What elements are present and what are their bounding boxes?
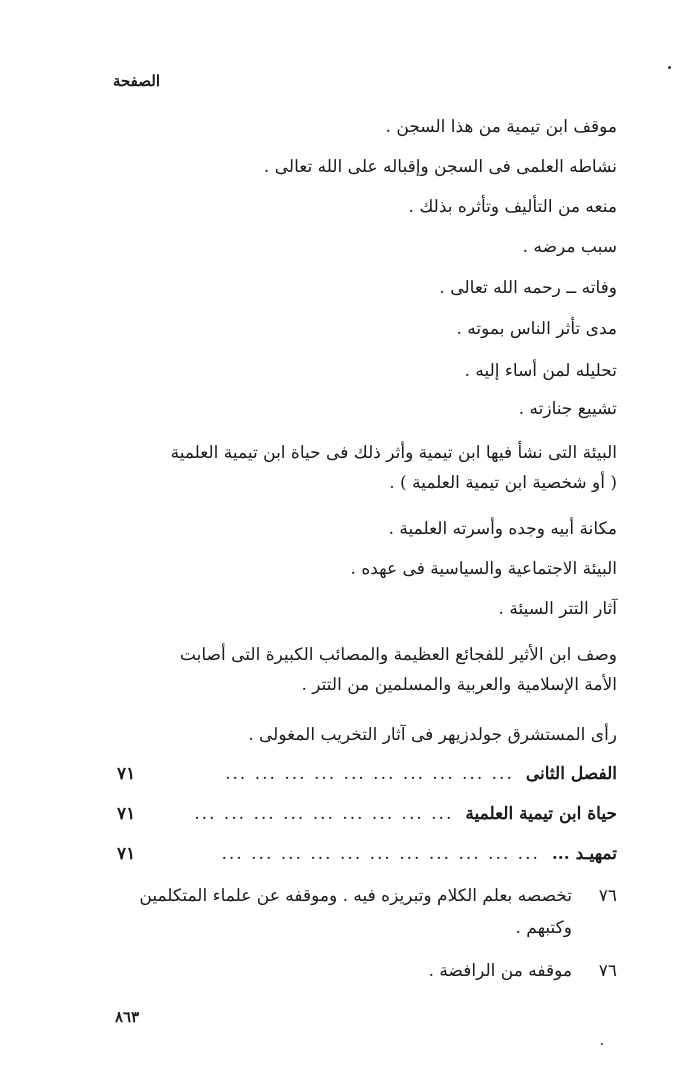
- list-item: وصف ابن الأثير للفجائع العظيمة والمصائب الكبيرة التى أصابت الأمة الإسلامية والعربية والمسلمين من التتر .: [179, 645, 617, 695]
- toc-page-number: ٧١: [117, 764, 136, 784]
- toc-page-number: ٧١: [117, 844, 136, 864]
- toc-row: [117, 800, 617, 828]
- entry-page-number: ٧٦: [598, 886, 617, 906]
- list-item: مكانة أبيه وجده وأسرته العلمية .: [388, 519, 617, 539]
- list-item: مدى تأثر الناس بموته .: [456, 319, 617, 339]
- list-item: نشاطه العلمى فى السجن وإقباله على الله تعالى .: [263, 157, 617, 177]
- list-item: سبب مرضه .: [522, 237, 617, 257]
- list-item: البيئة الاجتماعية والسياسية فى عهده .: [350, 559, 617, 579]
- list-item: البيئة التى نشأ فيها ابن تيمية وأثر ذلك فى حياة ابن تيمية العلمية ( أو شخصية ابن تيمية العلمية ) .: [170, 443, 617, 493]
- toc-leader: ... ... ... ... ... ... ... ... ... ... ...: [221, 844, 540, 864]
- toc-row: [117, 760, 617, 788]
- scan-speck: [668, 66, 671, 69]
- toc-row: [117, 840, 617, 868]
- toc-title: الفصل الثانى: [525, 764, 617, 784]
- toc-page-number: ٧١: [117, 804, 136, 824]
- toc-leader: ... ... ... ... ... ... ... ... ... ...: [225, 764, 514, 784]
- list-item: ٧٦ تخصصه بعلم الكلام وتبريزه فيه . وموقفه عن علماء المتكلمين وكتبهم .: [77, 880, 617, 944]
- scan-speck: [601, 1043, 603, 1045]
- list-item: ٧٦ موقفه من الرافضة .: [77, 955, 617, 987]
- page-number: ٨٦٣: [115, 1008, 140, 1026]
- list-item: تشييع جنازته .: [518, 399, 617, 419]
- list-item: تحليله لمن أساء إليه .: [464, 361, 617, 381]
- toc-title: تمهيـد ...: [551, 844, 617, 864]
- list-item: وفاته ــ رحمه الله تعالى .: [439, 278, 617, 298]
- toc-leader: ... ... ... ... ... ... ... ... ...: [194, 804, 454, 824]
- page-column-header: الصفحة: [112, 72, 160, 90]
- list-item: منعه من التأليف وتأثره بذلك .: [408, 197, 617, 217]
- entry-page-number: ٧٦: [598, 961, 617, 981]
- list-item: موقف ابن تيمية من هذا السجن .: [385, 117, 617, 137]
- toc-title: حياة ابن تيمية العلمية: [465, 804, 617, 824]
- list-item: رأى المستشرق جولدزيهر فى آثار التخريب المغولى .: [248, 725, 617, 745]
- list-item: آثار التتر السيئة .: [498, 599, 617, 619]
